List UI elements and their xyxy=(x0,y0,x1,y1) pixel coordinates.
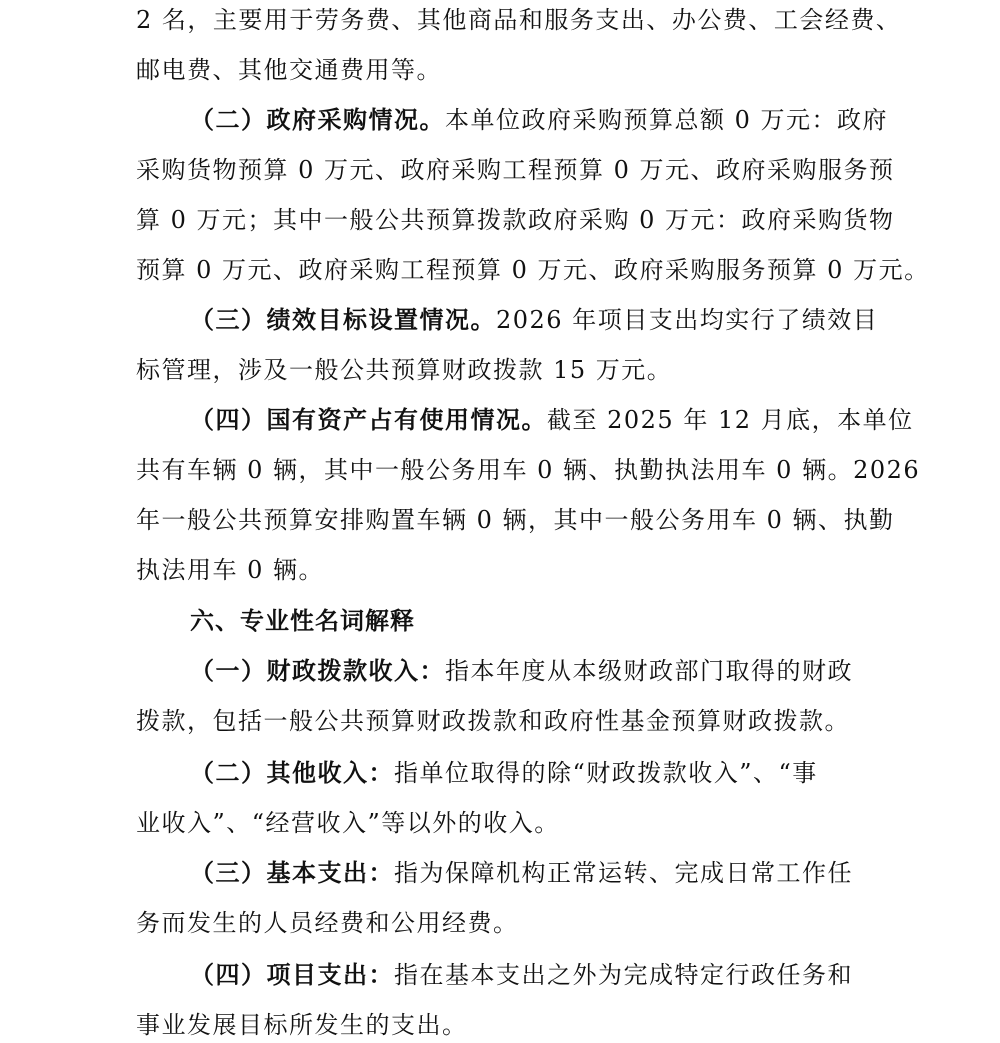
paragraph-line: 业收入”、“经营收入”等以外的收入。 xyxy=(136,809,560,837)
paragraph-line: 算 0 万元；其中一般公共预算拨款政府采购 0 万元：政府采购货物 xyxy=(136,206,895,234)
definition-basic-expenditure xyxy=(190,857,853,889)
section-title: （四）国有资产占有使用情况。 xyxy=(190,406,547,434)
definition-text: 指单位取得的除“财政拨款收入”、“事 xyxy=(394,759,818,787)
section-title: （二）政府采购情况。 xyxy=(190,106,445,134)
section-six-heading: 六、专业性名词解释 xyxy=(190,607,415,635)
definition-text: 指为保障机构正常运转、完成日常工作任 xyxy=(394,859,853,887)
section-gov-procurement xyxy=(190,104,888,136)
paragraph-line: 2 名，主要用于劳务费、其他商品和服务支出、办公费、工会经费、 xyxy=(136,6,902,34)
definition-term: （三）基本支出： xyxy=(190,859,394,887)
section-title: （三）绩效目标设置情况。 xyxy=(190,306,496,334)
paragraph-line: 年一般公共预算安排购置车辆 0 辆，其中一般公务用车 0 辆、执勤 xyxy=(136,506,895,534)
definition-term: （二）其他收入： xyxy=(190,759,394,787)
section-text: 2026 年项目支出均实行了绩效目 xyxy=(496,306,879,334)
section-performance-goals xyxy=(190,304,878,336)
definition-text: 指本年度从本级财政部门取得的财政 xyxy=(445,657,853,685)
paragraph-line: 事业发展目标所发生的支出。 xyxy=(136,1011,468,1039)
definition-project-expenditure xyxy=(190,959,853,991)
definition-fiscal-appropriation-income xyxy=(190,655,853,687)
paragraph-line: 执法用车 0 辆。 xyxy=(136,556,325,584)
paragraph-line: 标管理，涉及一般公共预算财政拨款 15 万元。 xyxy=(136,356,673,384)
section-text: 截至 2025 年 12 月底，本单位 xyxy=(547,406,914,434)
section-text: 本单位政府采购预算总额 0 万元：政府 xyxy=(445,106,889,134)
paragraph-line: 共有车辆 0 辆，其中一般公务用车 0 辆、执勤执法用车 0 辆。2026 xyxy=(136,456,921,484)
definition-term: （一）财政拨款收入： xyxy=(190,657,445,685)
paragraph-line: 采购货物预算 0 万元、政府采购工程预算 0 万元、政府采购服务预 xyxy=(136,156,895,184)
section-state-assets xyxy=(190,404,914,436)
definition-other-income xyxy=(190,757,818,789)
paragraph-line: 务而发生的人员经费和公用经费。 xyxy=(136,909,519,937)
paragraph-line: 拨款，包括一般公共预算财政拨款和政府性基金预算财政拨款。 xyxy=(136,707,850,735)
paragraph-line: 预算 0 万元、政府采购工程预算 0 万元、政府采购服务预算 0 万元。 xyxy=(136,256,930,284)
definition-text: 指在基本支出之外为完成特定行政任务和 xyxy=(394,961,853,989)
definition-term: （四）项目支出： xyxy=(190,961,394,989)
paragraph-line: 邮电费、其他交通费用等。 xyxy=(136,56,442,84)
